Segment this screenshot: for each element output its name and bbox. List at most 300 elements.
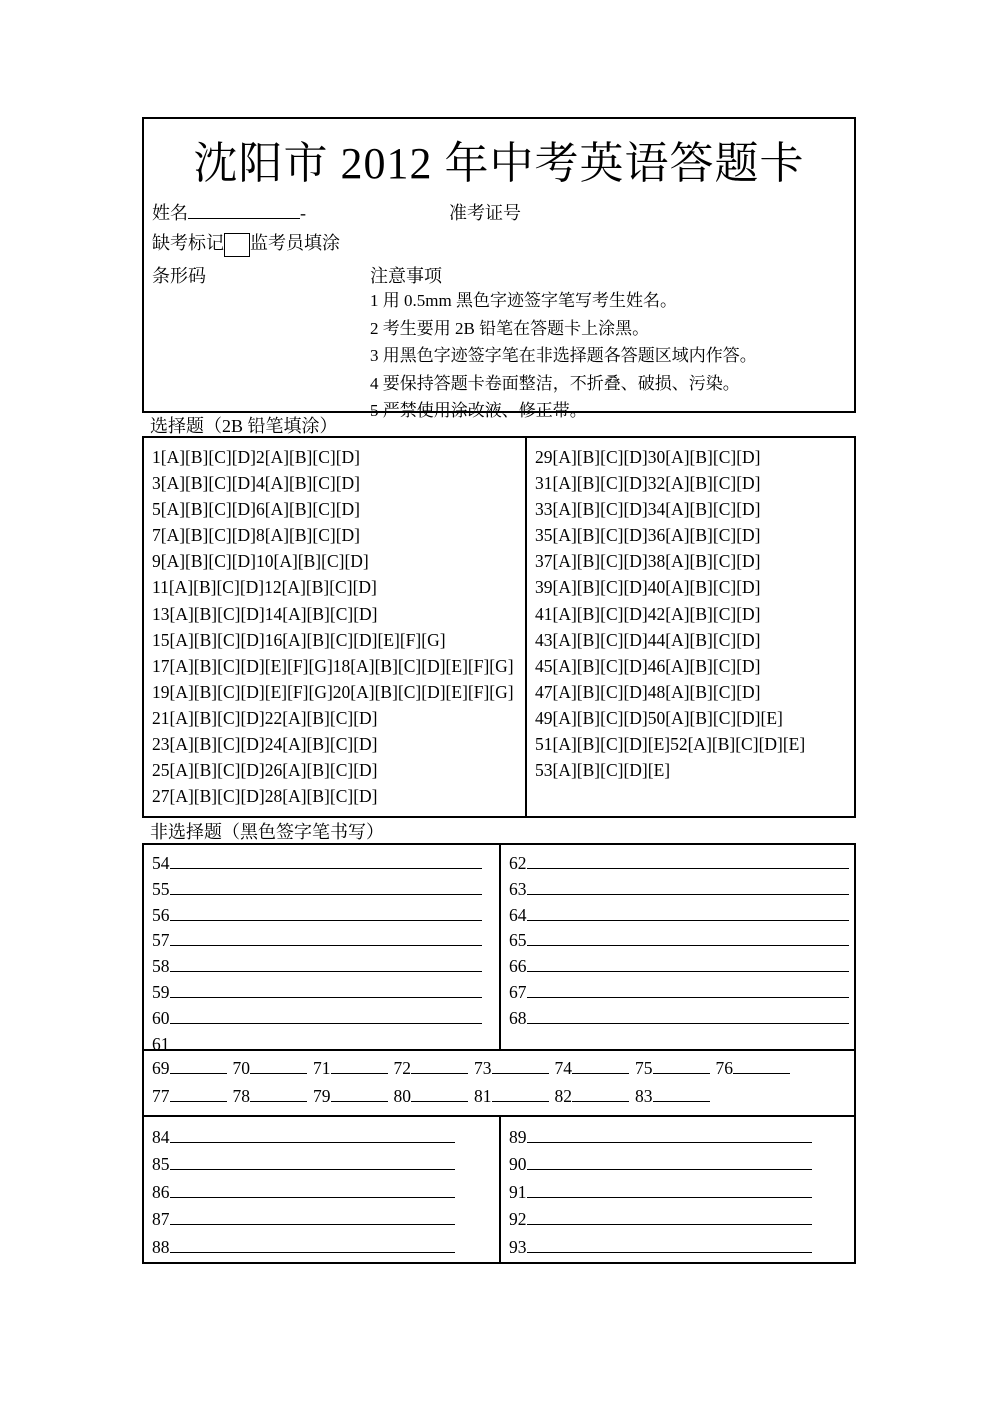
question-4-option-A[interactable]: [A] (264, 473, 290, 494)
question-15-option-D[interactable]: [D] (240, 629, 265, 650)
question-2-option-B[interactable]: [B] (289, 447, 313, 467)
question-30-option-B[interactable]: [B] (689, 447, 713, 467)
answer-88-line[interactable] (170, 1234, 455, 1253)
answer-89-line[interactable] (527, 1124, 812, 1143)
question-31-option-B[interactable]: [B] (576, 473, 601, 494)
question-44-option-D[interactable]: [D] (736, 629, 761, 650)
answer-55-line[interactable] (170, 876, 483, 895)
question-24-option-A[interactable]: [A] (282, 734, 307, 755)
answer-61-line[interactable] (170, 1031, 483, 1050)
question-50-option-B[interactable]: [B] (689, 707, 713, 728)
question-16-option-D[interactable]: [D] (353, 629, 378, 650)
question-30-option-D[interactable]: [D] (736, 447, 761, 467)
question-27-option-B[interactable]: [B] (193, 786, 218, 807)
question-4-option-B[interactable]: [B] (289, 473, 313, 494)
question-48-option-C[interactable]: [C] (712, 681, 737, 702)
question-4-number: 4 (256, 473, 265, 494)
question-50-option-E[interactable]: [E] (760, 707, 783, 728)
question-23-option-C[interactable]: [C] (217, 734, 241, 755)
question-24-option-D[interactable]: [D] (353, 734, 378, 755)
question-22-option-A[interactable]: [A] (282, 707, 307, 728)
question-51-option-D[interactable]: [D] (623, 734, 648, 755)
question-8-option-D[interactable]: [D] (335, 525, 360, 546)
question-11-option-A[interactable]: [A] (168, 577, 194, 598)
answer-74-line[interactable] (572, 1055, 629, 1074)
question-46-option-A[interactable]: [A] (665, 655, 690, 676)
answer-69-line[interactable] (170, 1055, 227, 1074)
question-6-option-C[interactable]: [C] (312, 499, 336, 520)
answer-85-line[interactable] (170, 1152, 455, 1171)
question-18-option-F[interactable]: [F] (467, 655, 490, 676)
question-41-option-D[interactable]: [D] (623, 603, 648, 624)
question-51-option-E[interactable]: [E] (647, 734, 671, 755)
question-1-number: 1 (152, 447, 161, 467)
question-14-option-D[interactable]: [D] (353, 603, 378, 624)
answer-row-89 (509, 1124, 849, 1151)
question-44-option-B[interactable]: [B] (689, 629, 713, 650)
question-23-option-B[interactable]: [B] (193, 734, 218, 755)
question-23-option-D[interactable]: [D] (240, 734, 265, 755)
question-41-number: 41 (535, 603, 553, 624)
question-6-option-B[interactable]: [B] (289, 499, 313, 520)
question-37-option-D[interactable]: [D] (623, 551, 648, 572)
answer-82-line[interactable] (572, 1083, 629, 1102)
question-32-option-D[interactable]: [D] (736, 473, 761, 494)
answer-72-number: 72 (393, 1058, 411, 1078)
question-51-option-C[interactable]: [C] (600, 734, 624, 755)
question-38-option-C[interactable]: [C] (712, 551, 737, 572)
question-35-option-B[interactable]: [B] (576, 525, 601, 546)
question-24-option-C[interactable]: [C] (329, 734, 354, 755)
question-12-option-B[interactable]: [B] (305, 577, 330, 598)
question-33-option-B[interactable]: [B] (576, 499, 601, 520)
answer-64-line[interactable] (527, 902, 850, 921)
question-14-number: 14 (264, 603, 283, 624)
question-6-option-A[interactable]: [A] (264, 499, 290, 520)
choice-row (535, 705, 854, 731)
question-6-option-D[interactable]: [D] (335, 499, 360, 520)
question-21-option-D[interactable]: [D] (240, 707, 265, 728)
question-12-option-D[interactable]: [D] (352, 577, 377, 598)
answer-80-line[interactable] (411, 1083, 468, 1102)
question-32-option-A[interactable]: [A] (665, 473, 690, 494)
question-46-option-D[interactable]: [D] (736, 655, 761, 676)
question-19-option-E[interactable]: [E] (264, 681, 288, 702)
answer-83-number: 83 (635, 1086, 653, 1106)
question-29-option-C[interactable]: [C] (600, 447, 624, 467)
question-15-option-A[interactable]: [A] (169, 629, 194, 650)
question-49-option-D[interactable]: [D] (623, 707, 648, 728)
question-34-option-C[interactable]: [C] (712, 499, 737, 520)
answer-62-line[interactable] (527, 850, 850, 869)
question-5-option-C[interactable]: [C] (208, 499, 232, 520)
question-51-option-A[interactable]: [A] (552, 734, 577, 755)
question-20-number: 20 (332, 681, 351, 702)
question-39-option-D[interactable]: [D] (623, 577, 648, 598)
question-47-option-B[interactable]: [B] (576, 681, 601, 702)
question-20-option-A[interactable]: [A] (350, 681, 375, 702)
answer-62-number: 62 (509, 852, 527, 873)
question-22-option-C[interactable]: [C] (329, 707, 354, 728)
question-5-option-A[interactable]: [A] (160, 499, 186, 520)
question-19-option-B[interactable]: [B] (193, 681, 218, 702)
question-14-option-A[interactable]: [A] (282, 603, 307, 624)
question-21-option-A[interactable]: [A] (169, 707, 194, 728)
question-12-option-C[interactable]: [C] (329, 577, 353, 598)
question-7-option-D[interactable]: [D] (231, 525, 256, 546)
question-33-option-C[interactable]: [C] (600, 499, 624, 520)
question-39-number: 39 (535, 577, 553, 598)
question-40-option-C[interactable]: [C] (712, 577, 737, 598)
question-44-number: 44 (647, 629, 666, 650)
choice-row (535, 496, 854, 522)
answer-63-line[interactable] (527, 876, 850, 895)
question-16-option-C[interactable]: [C] (329, 629, 354, 650)
question-45-option-C[interactable]: [C] (600, 655, 624, 676)
question-53-option-D[interactable]: [D] (623, 760, 648, 781)
question-13-option-D[interactable]: [D] (240, 603, 265, 624)
question-27-option-A[interactable]: [A] (169, 786, 194, 807)
question-17-option-G[interactable]: [G] (308, 655, 333, 676)
question-19-option-G[interactable]: [G] (308, 681, 333, 702)
answer-91-line[interactable] (527, 1179, 812, 1198)
question-36-option-D[interactable]: [D] (736, 525, 761, 546)
answer-92-line[interactable] (527, 1206, 812, 1225)
question-53-option-A[interactable]: [A] (552, 760, 577, 781)
question-5-option-B[interactable]: [B] (185, 499, 209, 520)
answer-90-line[interactable] (527, 1152, 812, 1171)
question-26-option-C[interactable]: [C] (329, 760, 354, 781)
question-48-option-D[interactable]: [D] (736, 681, 761, 702)
question-8-option-A[interactable]: [A] (264, 525, 290, 546)
answer-66-line[interactable] (527, 953, 850, 972)
question-28-option-B[interactable]: [B] (306, 786, 330, 807)
question-13-option-A[interactable]: [A] (169, 603, 194, 624)
question-35-option-A[interactable]: [A] (552, 525, 577, 546)
answer-77-line[interactable] (170, 1083, 227, 1102)
question-44-option-C[interactable]: [C] (712, 629, 737, 650)
question-34-option-A[interactable]: [A] (665, 499, 690, 520)
question-29-option-D[interactable]: [D] (623, 447, 648, 467)
question-10-option-B[interactable]: [B] (297, 551, 322, 572)
question-50-option-C[interactable]: [C] (712, 707, 737, 728)
question-20-option-G[interactable]: [G] (489, 681, 514, 702)
question-17-option-A[interactable]: [A] (169, 655, 194, 676)
question-21-option-B[interactable]: [B] (193, 707, 218, 728)
answer-57-line[interactable] (170, 928, 483, 947)
question-19-option-A[interactable]: [A] (169, 681, 194, 702)
question-23-option-A[interactable]: [A] (169, 734, 194, 755)
answer-54-line[interactable] (170, 850, 483, 869)
question-1-option-D[interactable]: [D] (231, 447, 256, 467)
question-16-number: 16 (264, 629, 283, 650)
question-25-option-D[interactable]: [D] (240, 760, 265, 781)
question-36-option-C[interactable]: [C] (712, 525, 737, 546)
question-10-option-A[interactable]: [A] (273, 551, 298, 572)
question-28-option-C[interactable]: [C] (329, 786, 354, 807)
question-2-option-C[interactable]: [C] (312, 447, 336, 467)
question-43-option-C[interactable]: [C] (600, 629, 624, 650)
question-9-option-A[interactable]: [A] (160, 551, 186, 572)
question-39-option-A[interactable]: [A] (552, 577, 577, 598)
question-39-option-C[interactable]: [C] (600, 577, 624, 598)
question-33-option-D[interactable]: [D] (623, 499, 648, 520)
question-4-option-D[interactable]: [D] (335, 473, 360, 494)
question-26-option-B[interactable]: [B] (306, 760, 330, 781)
choice-row (152, 548, 525, 574)
question-25-option-B[interactable]: [B] (193, 760, 218, 781)
question-43-option-B[interactable]: [B] (576, 629, 601, 650)
question-31-option-D[interactable]: [D] (623, 473, 648, 494)
question-16-option-G[interactable]: [G] (421, 629, 446, 650)
answer-58-line[interactable] (170, 953, 483, 972)
question-1-option-B[interactable]: [B] (185, 447, 209, 467)
question-53-option-B[interactable]: [B] (576, 760, 601, 781)
question-32-option-B[interactable]: [B] (689, 473, 713, 494)
question-32-option-C[interactable]: [C] (712, 473, 737, 494)
question-41-option-A[interactable]: [A] (552, 603, 577, 624)
question-25-option-C[interactable]: [C] (217, 760, 241, 781)
question-29-option-B[interactable]: [B] (576, 447, 601, 467)
answer-59-line[interactable] (170, 979, 483, 998)
question-4-option-C[interactable]: [C] (312, 473, 336, 494)
question-18-option-B[interactable]: [B] (374, 655, 398, 676)
choice-row (152, 653, 525, 679)
question-35-option-C[interactable]: [C] (600, 525, 624, 546)
question-21-option-C[interactable]: [C] (217, 707, 241, 728)
question-17-option-E[interactable]: [E] (264, 655, 288, 676)
question-30-option-C[interactable]: [C] (712, 447, 737, 467)
question-7-option-A[interactable]: [A] (160, 525, 186, 546)
name-input-line[interactable] (188, 199, 300, 219)
question-30-option-A[interactable]: [A] (665, 447, 690, 467)
question-7-number: 7 (152, 525, 161, 546)
question-20-option-E[interactable]: [E] (445, 681, 468, 702)
question-39-option-B[interactable]: [B] (576, 577, 601, 598)
answer-79-line[interactable] (331, 1083, 388, 1102)
question-2-option-D[interactable]: [D] (335, 447, 360, 467)
question-49-number: 49 (535, 707, 553, 728)
question-27-option-C[interactable]: [C] (217, 786, 241, 807)
absent-mark-box[interactable] (224, 233, 250, 257)
question-38-option-D[interactable]: [D] (736, 551, 761, 572)
answer-78-line[interactable] (250, 1083, 307, 1102)
question-38-option-A[interactable]: [A] (665, 551, 690, 572)
question-19-option-D[interactable]: [D] (240, 681, 265, 702)
question-28-option-A[interactable]: [A] (282, 786, 307, 807)
question-1-option-C[interactable]: [C] (208, 447, 232, 467)
question-48-number: 48 (647, 681, 666, 702)
question-15-option-B[interactable]: [B] (193, 629, 218, 650)
question-52-option-B[interactable]: [B] (711, 734, 736, 755)
question-48-option-A[interactable]: [A] (665, 681, 690, 702)
question-18-option-C[interactable]: [C] (397, 655, 422, 676)
question-40-option-A[interactable]: [A] (665, 577, 690, 598)
answer-75-line[interactable] (653, 1055, 710, 1074)
question-52-option-D[interactable]: [D] (758, 734, 783, 755)
question-53-option-C[interactable]: [C] (600, 760, 624, 781)
question-40-option-B[interactable]: [B] (689, 577, 713, 598)
question-20-option-D[interactable]: [D] (421, 681, 446, 702)
answer-76-line[interactable] (733, 1055, 790, 1074)
question-43-option-A[interactable]: [A] (552, 629, 577, 650)
question-52-option-C[interactable]: [C] (735, 734, 759, 755)
question-16-option-E[interactable]: [E] (377, 629, 400, 650)
question-8-option-B[interactable]: [B] (289, 525, 313, 546)
question-7-option-B[interactable]: [B] (185, 525, 209, 546)
answer-65-line[interactable] (527, 928, 850, 947)
question-50-option-D[interactable]: [D] (736, 707, 761, 728)
question-52-option-A[interactable]: [A] (687, 734, 712, 755)
question-7-option-C[interactable]: [C] (208, 525, 232, 546)
question-27-option-D[interactable]: [D] (240, 786, 265, 807)
question-43-option-D[interactable]: [D] (623, 629, 648, 650)
question-14-option-C[interactable]: [C] (329, 603, 354, 624)
answer-86-line[interactable] (170, 1179, 455, 1198)
question-44-option-A[interactable]: [A] (665, 629, 690, 650)
question-33-option-A[interactable]: [A] (552, 499, 577, 520)
question-11-option-D[interactable]: [D] (239, 577, 265, 598)
question-17-option-D[interactable]: [D] (240, 655, 265, 676)
question-3-option-A[interactable]: [A] (160, 473, 186, 494)
question-22-option-B[interactable]: [B] (306, 707, 330, 728)
answer-84-line[interactable] (170, 1124, 455, 1143)
question-45-option-D[interactable]: [D] (623, 655, 648, 676)
question-41-option-B[interactable]: [B] (576, 603, 601, 624)
question-3-option-C[interactable]: [C] (208, 473, 232, 494)
question-19-option-C[interactable]: [C] (217, 681, 241, 702)
question-16-option-F[interactable]: [F] (399, 629, 422, 650)
question-11-option-C[interactable]: [C] (216, 577, 240, 598)
question-18-option-A[interactable]: [A] (350, 655, 375, 676)
question-1-option-A[interactable]: [A] (160, 447, 186, 467)
question-9-option-D[interactable]: [D] (231, 551, 256, 572)
short-answer-row-1 (152, 1054, 854, 1082)
question-37-option-A[interactable]: [A] (552, 551, 577, 572)
question-17-option-B[interactable]: [B] (193, 655, 218, 676)
question-3-option-B[interactable]: [B] (185, 473, 209, 494)
question-42-option-C[interactable]: [C] (712, 603, 737, 624)
question-53-option-E[interactable]: [E] (647, 760, 671, 781)
question-20-option-C[interactable]: [C] (397, 681, 422, 702)
answer-73-line[interactable] (492, 1055, 549, 1074)
note-item-5: 5 严禁使用涂改液、修正带。 (370, 401, 587, 421)
answer-70-line[interactable] (250, 1055, 307, 1074)
question-34-option-D[interactable]: [D] (736, 499, 761, 520)
answer-67-line[interactable] (527, 979, 850, 998)
question-29-option-A[interactable]: [A] (552, 447, 577, 467)
question-17-option-F[interactable]: [F] (287, 655, 309, 676)
question-13-option-B[interactable]: [B] (193, 603, 218, 624)
question-16-option-A[interactable]: [A] (282, 629, 307, 650)
question-36-option-A[interactable]: [A] (665, 525, 690, 546)
question-46-option-B[interactable]: [B] (689, 655, 713, 676)
question-49-option-C[interactable]: [C] (600, 707, 624, 728)
question-49-option-A[interactable]: [A] (552, 707, 577, 728)
question-25-option-A[interactable]: [A] (169, 760, 194, 781)
question-10-option-D[interactable]: [D] (344, 551, 369, 572)
question-31-option-A[interactable]: [A] (552, 473, 577, 494)
question-22-option-D[interactable]: [D] (353, 707, 378, 728)
question-25-number: 25 (152, 760, 170, 781)
question-21-number: 21 (152, 707, 170, 728)
question-47-option-D[interactable]: [D] (623, 681, 648, 702)
question-42-option-B[interactable]: [B] (689, 603, 713, 624)
question-45-option-A[interactable]: [A] (552, 655, 577, 676)
answer-68-line[interactable] (527, 1005, 850, 1024)
answer-56-line[interactable] (170, 902, 483, 921)
question-18-option-E[interactable]: [E] (445, 655, 468, 676)
question-5-option-D[interactable]: [D] (231, 499, 256, 520)
question-40-option-D[interactable]: [D] (736, 577, 761, 598)
question-10-option-C[interactable]: [C] (321, 551, 345, 572)
question-12-number: 12 (264, 577, 282, 598)
question-26-option-D[interactable]: [D] (353, 760, 378, 781)
question-19-option-F[interactable]: [F] (287, 681, 309, 702)
question-42-option-A[interactable]: [A] (665, 603, 690, 624)
question-8-option-C[interactable]: [C] (312, 525, 336, 546)
question-31-option-C[interactable]: [C] (600, 473, 624, 494)
note-item-1: 1 用 0.5mm 黑色字迹签字笔写考生姓名。 (370, 291, 677, 310)
question-48-option-B[interactable]: [B] (689, 681, 713, 702)
question-13-option-C[interactable]: [C] (217, 603, 241, 624)
question-18-option-G[interactable]: [G] (489, 655, 514, 676)
question-18-option-D[interactable]: [D] (421, 655, 446, 676)
question-38-option-B[interactable]: [B] (689, 551, 713, 572)
question-45-option-B[interactable]: [B] (576, 655, 601, 676)
question-51-option-B[interactable]: [B] (576, 734, 601, 755)
question-35-option-D[interactable]: [D] (623, 525, 648, 546)
question-20-option-F[interactable]: [F] (467, 681, 490, 702)
question-49-option-B[interactable]: [B] (576, 707, 601, 728)
question-17-option-C[interactable]: [C] (217, 655, 241, 676)
question-16-option-B[interactable]: [B] (306, 629, 330, 650)
question-37-option-C[interactable]: [C] (600, 551, 624, 572)
question-2-option-A[interactable]: [A] (264, 447, 290, 467)
question-47-option-C[interactable]: [C] (600, 681, 624, 702)
question-52-option-E[interactable]: [E] (782, 734, 806, 755)
question-12-option-A[interactable]: [A] (281, 577, 306, 598)
question-46-option-C[interactable]: [C] (712, 655, 737, 676)
written-section-box (142, 843, 856, 1264)
answer-72-line[interactable] (411, 1055, 468, 1074)
question-37-option-B[interactable]: [B] (576, 551, 601, 572)
question-11-option-B[interactable]: [B] (193, 577, 217, 598)
question-15-option-C[interactable]: [C] (217, 629, 241, 650)
question-34-option-B[interactable]: [B] (689, 499, 713, 520)
answer-81-line[interactable] (492, 1083, 549, 1102)
answer-87-line[interactable] (170, 1206, 455, 1225)
question-24-option-B[interactable]: [B] (306, 734, 330, 755)
question-41-option-C[interactable]: [C] (600, 603, 624, 624)
answer-60-line[interactable] (170, 1005, 483, 1024)
question-3-option-D[interactable]: [D] (231, 473, 256, 494)
answer-93-line[interactable] (527, 1234, 812, 1253)
answer-71-line[interactable] (331, 1055, 388, 1074)
question-20-option-B[interactable]: [B] (374, 681, 398, 702)
question-36-option-B[interactable]: [B] (689, 525, 713, 546)
question-28-option-D[interactable]: [D] (353, 786, 378, 807)
question-14-option-B[interactable]: [B] (306, 603, 330, 624)
answer-83-line[interactable] (653, 1083, 710, 1102)
question-50-option-A[interactable]: [A] (665, 707, 690, 728)
question-9-option-B[interactable]: [B] (185, 551, 209, 572)
question-9-option-C[interactable]: [C] (208, 551, 232, 572)
choice-row (152, 757, 525, 783)
question-47-option-A[interactable]: [A] (552, 681, 577, 702)
question-42-option-D[interactable]: [D] (736, 603, 761, 624)
question-26-option-A[interactable]: [A] (282, 760, 307, 781)
